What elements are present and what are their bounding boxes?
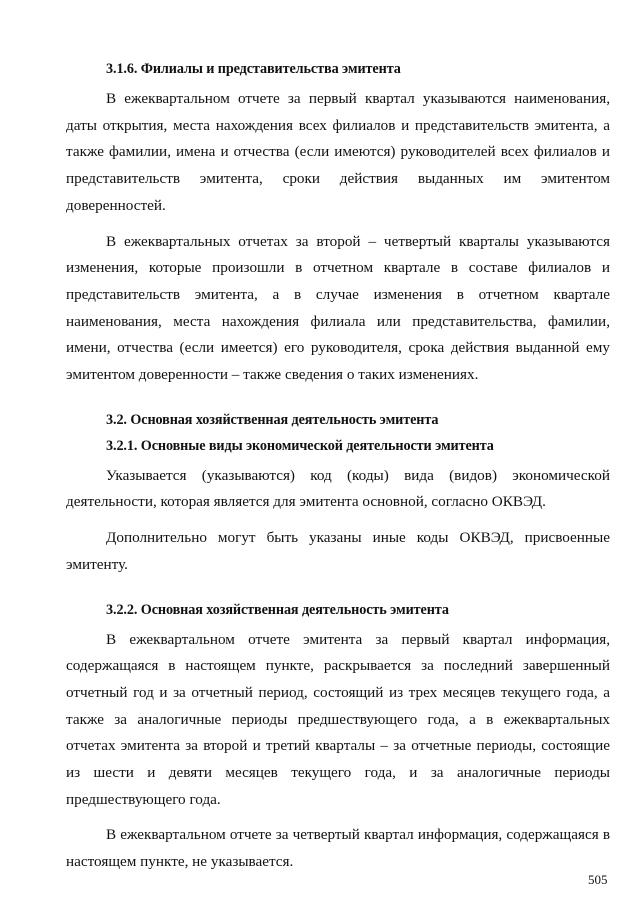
paragraph-3-2-2-second: В ежеквартальном отчете за четвертый квартал информация, содержащаяся в настоящем пункте, не указывается. [66,826,610,871]
paragraph-3-2-1-first: Указывается (указываются) код (коды) вида (видов) экономической деятельности, которая является для эмитента основной, согласно ОКВЭД. [66,466,610,511]
heading-3-2: 3.2. Основная хозяйственная деятельность эмитента [106,411,439,428]
paragraph-3-1-6-first: В ежеквартальном отчете за первый квартал указываются наименования, даты открытия, места нахождения всех филиалов и представительств эмитента, а также фамилии, имена и отчества (если имеются) руководителей всех филиалов и представительств эмитента, сроки действия выданных им эмитентом доверенностей. [66,90,610,214]
heading-3-2-1: 3.2.1. Основные виды экономической деятельности эмитента [106,437,494,454]
heading-3-1-6: 3.1.6. Филиалы и представительства эмитента [106,61,401,77]
paragraph-3-2-2-first: В ежеквартальном отчете эмитента за первый квартал информация, содержащаяся в настоящем пункте, раскрывается за последний завершенный отчетный год и за отчетный период, состоящий из трех месяцев текущего года, а также за аналогичные периоды предшествующего года, а в ежеквартальных отчетах эмитента за второй и третий кварталы – за отчетные периоды, состоящие из шести и девяти месяцев текущего года, и за аналогичные периоды предшествующего года. [66,630,610,808]
document-page [66,58,610,876]
heading-3-2-2: 3.2.2. Основная хозяйственная деятельность эмитента [106,601,449,618]
paragraph-3-2-1-second: Дополнительно могут быть указаны иные коды ОКВЭД, присвоенные эмитенту. [66,529,610,573]
paragraph-3-1-6-second: В ежеквартальных отчетах за второй – четвертый кварталы указываются изменения, которые произошли в отчетном квартале в составе филиалов и представительств эмитента, а в случае изменения в отчетном квартале наименования, места нахождения филиала или представительства, фамилии, имени, отчества (если имеется) его руководителя, срока действия выданной ему эмитентом доверенности – также сведения о таких изменениях. [66,232,610,384]
page-number: 505 [588,872,608,887]
